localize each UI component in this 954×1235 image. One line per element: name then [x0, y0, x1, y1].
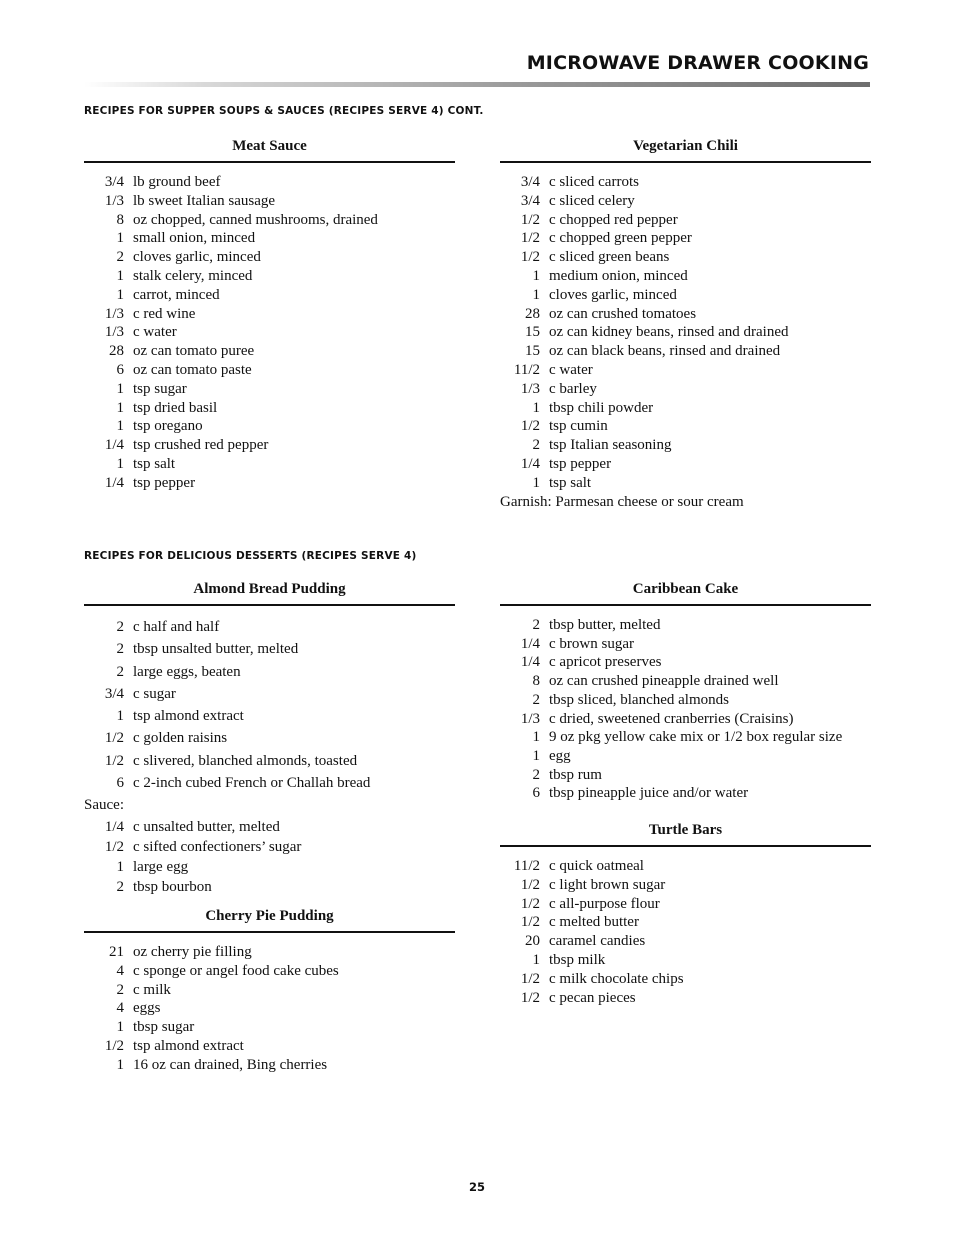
recipe-meat-sauce	[84, 136, 455, 493]
ingredient-row	[84, 962, 455, 981]
ingredient-row	[84, 417, 455, 436]
sauce-ingredient-list	[84, 817, 455, 897]
ingredient-row	[84, 286, 455, 305]
ingredient-quantity: 1/2	[520, 211, 540, 228]
ingredient-quantity: 1	[116, 455, 124, 472]
ingredient-description: oz cherry pie filling	[133, 944, 252, 960]
ingredient-row	[84, 750, 455, 772]
ingredient-quantity: 1	[116, 708, 124, 725]
ingredient-quantity: 2	[116, 249, 124, 266]
ingredient-row	[500, 616, 871, 635]
ingredient-row	[500, 342, 871, 361]
ingredient-quantity: 1/3	[104, 324, 124, 341]
ingredient-description: tsp salt	[549, 474, 592, 491]
ingredient-description: lb ground beef	[133, 174, 221, 190]
ingredient-quantity: 1/3	[104, 305, 124, 322]
ingredient-quantity: 1/2	[520, 230, 540, 247]
ingredient-quantity: 1/2	[520, 249, 540, 266]
ingredient-row	[500, 474, 871, 493]
ingredient-list	[84, 616, 455, 794]
ingredient-quantity: 28	[525, 305, 540, 322]
ingredient-row	[84, 877, 455, 897]
ingredient-quantity: 2	[116, 878, 124, 895]
ingredient-row	[500, 173, 871, 192]
ingredient-row	[84, 616, 455, 638]
ingredient-row	[84, 229, 455, 248]
ingredient-quantity: 1/3	[520, 710, 540, 727]
ingredient-description: c quick oatmeal	[549, 858, 644, 874]
ingredient-quantity: 28	[109, 343, 124, 360]
ingredient-description: tbsp sliced, blanched almonds	[549, 691, 729, 708]
ingredient-description: stalk celery, minced	[133, 267, 253, 284]
ingredient-quantity: 1/2	[520, 914, 540, 931]
recipe-rule	[84, 604, 455, 606]
ingredient-row	[84, 837, 455, 857]
ingredient-description: c chopped red pepper	[549, 211, 678, 228]
ingredient-row	[84, 1056, 455, 1075]
ingredient-description: c dried, sweetened cranberries (Craisins)	[549, 710, 794, 727]
ingredient-description: cloves garlic, minced	[133, 249, 261, 266]
ingredient-row	[84, 305, 455, 324]
ingredient-quantity: 6	[116, 361, 124, 378]
ingredient-description: c milk	[133, 981, 171, 998]
ingredient-row	[500, 691, 871, 710]
recipe-title: Meat Sauce	[232, 138, 307, 154]
ingredient-row	[500, 248, 871, 267]
ingredient-list	[500, 616, 871, 803]
ingredient-quantity: 1/4	[104, 437, 124, 454]
ingredient-row	[84, 361, 455, 380]
ingredient-quantity: 1	[116, 230, 124, 247]
ingredient-description: c pecan pieces	[549, 989, 636, 1006]
ingredient-list	[84, 943, 455, 1075]
ingredient-row	[500, 267, 871, 286]
ingredient-quantity: 1	[116, 1019, 124, 1036]
ingredient-quantity: 11/2	[513, 858, 540, 874]
ingredient-description: oz can tomato puree	[133, 343, 255, 360]
ingredient-quantity: 1/2	[520, 970, 540, 987]
page-number: 25	[468, 1180, 485, 1194]
ingredient-row	[84, 267, 455, 286]
ingredient-description: egg	[549, 747, 571, 764]
ingredient-description: carrot, minced	[133, 286, 220, 303]
ingredient-row	[84, 1037, 455, 1056]
ingredient-quantity: 4	[116, 962, 124, 979]
ingredient-description: c brown sugar	[549, 635, 634, 652]
ingredient-quantity: 8	[116, 211, 124, 228]
ingredient-quantity: 1	[532, 399, 540, 416]
ingredient-description: lb sweet Italian sausage	[133, 192, 276, 209]
ingredient-row	[500, 857, 871, 876]
ingredient-row	[500, 635, 871, 654]
ingredient-quantity: 15	[525, 324, 540, 341]
section-heading-desserts: RECIPES FOR DELICIOUS DESSERTS (RECIPES SERVE 4)	[84, 550, 417, 562]
ingredient-row	[500, 305, 871, 324]
ingredient-quantity: 1/4	[104, 474, 124, 491]
ingredient-quantity: 1/4	[520, 455, 540, 472]
ingredient-row	[84, 380, 455, 399]
ingredient-description: c sugar	[133, 685, 176, 702]
recipe-rule	[84, 161, 455, 163]
ingredient-row	[500, 455, 871, 474]
ingredient-quantity: 15	[525, 343, 540, 360]
ingredient-row	[500, 932, 871, 951]
ingredient-description: tsp cumin	[549, 418, 608, 435]
ingredient-description: c half and half	[133, 619, 220, 635]
ingredient-quantity: 1	[116, 1056, 124, 1073]
ingredient-quantity: 4	[116, 1000, 124, 1017]
sauce-label: Sauce:	[84, 797, 124, 814]
ingredient-description: tsp Italian seasoning	[549, 437, 672, 454]
ingredient-row	[84, 772, 455, 794]
ingredient-quantity: 1/2	[104, 838, 124, 855]
ingredient-quantity: 1/2	[520, 989, 540, 1006]
ingredient-description: eggs	[133, 1000, 161, 1017]
page-header-title: MICROWAVE DRAWER COOKING	[526, 52, 869, 74]
ingredient-quantity: 1	[532, 747, 540, 764]
ingredient-row	[84, 192, 455, 211]
ingredient-row	[84, 173, 455, 192]
ingredient-quantity: 6	[532, 785, 540, 802]
ingredient-row	[500, 653, 871, 672]
ingredient-row	[84, 683, 455, 705]
ingredient-quantity: 2	[116, 981, 124, 998]
ingredient-row	[84, 943, 455, 962]
ingredient-quantity: 3/4	[520, 192, 540, 209]
ingredient-description: c water	[549, 361, 593, 378]
ingredient-description: cloves garlic, minced	[549, 286, 677, 303]
ingredient-quantity: 1	[116, 380, 124, 397]
ingredient-row	[84, 211, 455, 230]
ingredient-row	[500, 895, 871, 914]
ingredient-quantity: 1	[116, 418, 124, 435]
ingredient-description: c slivered, blanched almonds, toasted	[133, 752, 358, 769]
ingredient-quantity: 6	[116, 775, 124, 792]
ingredient-description: c chopped green pepper	[549, 230, 692, 247]
ingredient-quantity: 1	[532, 729, 540, 746]
ingredient-list	[500, 173, 871, 493]
ingredient-quantity: 1/4	[104, 818, 124, 835]
ingredient-quantity: 1	[116, 858, 124, 875]
ingredient-quantity: 1/2	[520, 895, 540, 912]
ingredient-quantity: 1/2	[520, 876, 540, 893]
header-rule	[84, 82, 870, 87]
ingredient-description: c apricot preserves	[549, 654, 662, 671]
ingredient-description: tsp oregano	[133, 418, 203, 435]
ingredient-description: c milk chocolate chips	[549, 970, 684, 987]
recipe-rule	[500, 161, 871, 163]
ingredient-description: large egg	[133, 858, 189, 875]
ingredient-quantity: 2	[532, 766, 540, 783]
ingredient-quantity: 8	[532, 673, 540, 690]
ingredient-description: c 2-inch cubed French or Challah bread	[133, 775, 371, 792]
ingredient-row	[84, 981, 455, 1000]
recipe-title: Caribbean Cake	[632, 581, 739, 597]
ingredient-row	[84, 817, 455, 837]
ingredient-description: c water	[133, 324, 177, 341]
ingredient-row	[500, 672, 871, 691]
ingredient-quantity: 2	[532, 437, 540, 454]
ingredient-quantity: 1/3	[104, 192, 124, 209]
ingredient-row	[84, 638, 455, 660]
ingredient-description: c sponge or angel food cake cubes	[133, 962, 339, 979]
recipe-rule	[84, 931, 455, 933]
recipe-caribbean-cake	[500, 579, 871, 803]
ingredient-row	[500, 784, 871, 803]
ingredient-description: c sifted confectioners’ sugar	[133, 838, 302, 855]
ingredient-description: tbsp sugar	[133, 1019, 195, 1036]
ingredient-description: tsp crushed red pepper	[133, 437, 269, 454]
ingredient-description: tsp pepper	[549, 455, 612, 472]
ingredient-quantity: 1/2	[104, 730, 124, 747]
ingredient-description: medium onion, minced	[549, 267, 688, 284]
ingredient-description: oz can kidney beans, rinsed and drained	[549, 324, 789, 341]
ingredient-quantity: 2	[116, 663, 124, 680]
ingredient-description: oz can crushed pineapple drained well	[549, 673, 779, 690]
ingredient-description: tbsp butter, melted	[549, 617, 661, 633]
recipe-title: Cherry Pie Pudding	[205, 908, 334, 924]
ingredient-description: tbsp pineapple juice and/or water	[549, 785, 749, 802]
ingredient-quantity: 1	[532, 474, 540, 491]
ingredient-row	[500, 989, 871, 1008]
ingredient-description: oz chopped, canned mushrooms, drained	[133, 211, 378, 228]
ingredient-description: c all-purpose flour	[549, 895, 660, 912]
ingredient-quantity: 21	[109, 944, 124, 960]
ingredient-row	[84, 1018, 455, 1037]
ingredient-description: c sliced carrots	[549, 174, 639, 190]
ingredient-row	[500, 229, 871, 248]
ingredient-quantity: 1	[532, 286, 540, 303]
ingredient-row	[84, 342, 455, 361]
recipe-title: Turtle Bars	[648, 822, 723, 838]
ingredient-row	[84, 705, 455, 727]
ingredient-description: c light brown sugar	[549, 876, 666, 893]
ingredient-description: tbsp chili powder	[549, 399, 654, 416]
ingredient-quantity: 2	[532, 691, 540, 708]
ingredient-quantity: 1/2	[520, 418, 540, 435]
ingredient-quantity: 1/3	[520, 380, 540, 397]
ingredient-row	[84, 857, 455, 877]
ingredient-description: 9 oz pkg yellow cake mix or 1/2 box regular size	[549, 729, 843, 746]
ingredient-row	[500, 361, 871, 380]
ingredient-description: c sliced celery	[549, 192, 635, 209]
ingredient-row	[84, 661, 455, 683]
ingredient-list	[84, 173, 455, 493]
ingredient-description: c red wine	[133, 305, 196, 322]
ingredient-row	[84, 999, 455, 1018]
ingredient-row	[500, 380, 871, 399]
recipe-vegetarian-chili	[500, 136, 871, 511]
ingredient-description: 16 oz can drained, Bing cherries	[133, 1056, 328, 1073]
ingredient-row	[500, 876, 871, 895]
ingredient-row	[500, 710, 871, 729]
ingredient-quantity: 2	[532, 617, 540, 633]
ingredient-row	[500, 728, 871, 747]
ingredient-description: tsp pepper	[133, 474, 196, 491]
ingredient-description: tsp salt	[133, 455, 176, 472]
ingredient-row	[500, 436, 871, 455]
ingredient-row	[500, 747, 871, 766]
ingredient-description: tsp dried basil	[133, 399, 218, 416]
recipe-rule	[500, 604, 871, 606]
ingredient-quantity: 1/2	[104, 752, 124, 769]
ingredient-description: c sliced green beans	[549, 249, 670, 266]
ingredient-description: oz can crushed tomatoes	[549, 305, 697, 322]
ingredient-description: c barley	[549, 380, 597, 397]
ingredient-row	[84, 727, 455, 749]
ingredient-description: tsp sugar	[133, 380, 187, 397]
ingredient-description: tbsp bourbon	[133, 878, 212, 895]
ingredient-row	[500, 192, 871, 211]
ingredient-description: c melted butter	[549, 914, 639, 931]
recipe-rule	[500, 845, 871, 847]
ingredient-quantity: 3/4	[104, 685, 124, 702]
recipe-turtle-bars	[500, 820, 871, 1007]
ingredient-row	[500, 399, 871, 418]
section-heading-soups: RECIPES FOR SUPPER SOUPS & SAUCES (RECIPES SERVE 4) CONT.	[84, 105, 484, 117]
garnish-note: Garnish: Parmesan cheese or sour cream	[500, 493, 744, 510]
ingredient-description: tbsp milk	[549, 951, 606, 968]
ingredient-quantity: 1	[532, 267, 540, 284]
ingredient-quantity: 3/4	[104, 174, 124, 190]
ingredient-row	[500, 417, 871, 436]
ingredient-row	[500, 211, 871, 230]
ingredient-quantity: 20	[525, 933, 540, 950]
ingredient-description: caramel candies	[549, 933, 646, 950]
ingredient-row	[500, 286, 871, 305]
ingredient-row	[84, 248, 455, 267]
recipe-title: Vegetarian Chili	[633, 138, 738, 154]
ingredient-row	[500, 323, 871, 342]
ingredient-quantity: 11/2	[513, 361, 540, 378]
ingredient-quantity: 1/4	[520, 654, 540, 671]
ingredient-row	[84, 436, 455, 455]
ingredient-row	[500, 913, 871, 932]
ingredient-row	[500, 766, 871, 785]
ingredient-quantity: 1	[116, 286, 124, 303]
ingredient-row	[84, 455, 455, 474]
ingredient-description: oz can tomato paste	[133, 361, 252, 378]
ingredient-description: small onion, minced	[133, 230, 256, 247]
ingredient-row	[500, 970, 871, 989]
recipe-title: Almond Bread Pudding	[193, 581, 346, 597]
ingredient-quantity: 2	[116, 619, 124, 635]
ingredient-list	[500, 857, 871, 1007]
ingredient-description: large eggs, beaten	[133, 663, 241, 680]
ingredient-row	[84, 399, 455, 418]
ingredient-quantity: 1/4	[520, 635, 540, 652]
ingredient-description: tsp almond extract	[133, 1037, 244, 1054]
recipe-cherry-pie-pudding	[84, 906, 455, 1075]
ingredient-quantity: 1	[116, 267, 124, 284]
ingredient-description: c golden raisins	[133, 730, 228, 747]
ingredient-quantity: 1	[116, 399, 124, 416]
ingredient-row	[84, 474, 455, 493]
ingredient-quantity: 3/4	[520, 174, 540, 190]
ingredient-row	[500, 951, 871, 970]
recipe-almond-bread-pudding	[84, 579, 455, 897]
ingredient-quantity: 1/2	[104, 1037, 124, 1054]
ingredient-description: tbsp unsalted butter, melted	[133, 641, 299, 658]
ingredient-description: tsp almond extract	[133, 708, 244, 725]
ingredient-description: oz can black beans, rinsed and drained	[549, 343, 781, 360]
ingredient-description: tbsp rum	[549, 766, 602, 783]
ingredient-quantity: 1	[532, 951, 540, 968]
ingredient-row	[84, 323, 455, 342]
ingredient-description: c unsalted butter, melted	[133, 818, 280, 835]
ingredient-quantity: 2	[116, 641, 124, 658]
